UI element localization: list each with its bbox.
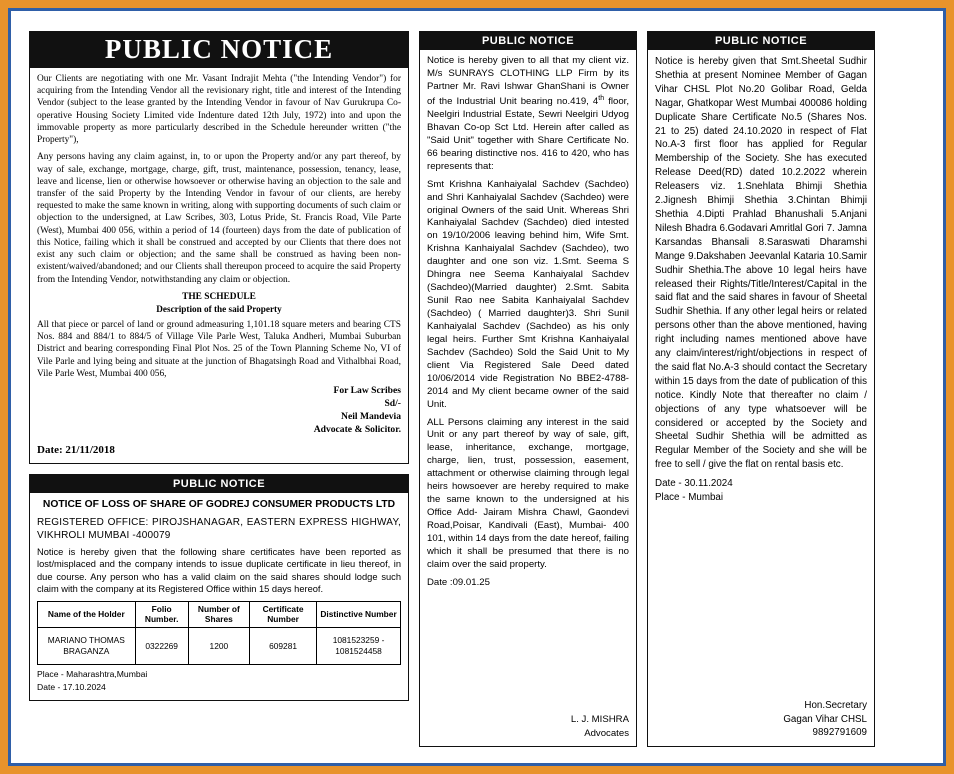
vasant-paragraph-2: Any persons having any claim against, in, to or upon the Property and/or any part thereof, by way of sale, exchange, mortgage, charge, gift, trust, maintenance, possession, tenancy, lease, leave and license, lien or otherwise howsoever or otherwise having an objection to the sale and transfer of the said Property by the Intending Vendor in favour of our clients, are hereby requested to make the same known in writing, along with supporting documents of such claim or objection to the undersigned, at Law Scribes, 303, Lotus Pride, St. Francis Road, Vile Parte (West), Mumbai 400 056, within a period of 14 (fourteen) days from the date of publication of this Notice, failing which it shall be construed and accepted by our Clients that there does not exist any such claim or objection; and the same shall be construed as having been non-existent/waived/abandoned; and our Clients shall thereupon proceed to acquire the said Property from the Intending Vendor, notwithstanding any claim or objection.	[37, 152, 401, 285]
sunrays-p1-sup: th	[598, 94, 605, 102]
notice-gagan-vihar-chsl	[647, 31, 875, 747]
notice-vasant-mehta	[29, 31, 409, 464]
td-distinctive-number: 1081523259 - 1081524458	[317, 628, 401, 665]
vasant-schedule-subtitle: Description of the said Property	[156, 303, 282, 314]
column-left	[29, 31, 409, 747]
sunrays-paragraph-1	[427, 55, 629, 174]
notice-gaganvihar-body	[648, 50, 874, 746]
column-right	[647, 31, 875, 747]
sunrays-date: Date :09.01.25	[427, 576, 490, 588]
gaganvihar-paragraph-1: Notice is hereby given that Smt.Sheetal Sudhir Shethia at present Nominee Member of Gagan Vihar CHSL Plot No.20 Golibar Road, Gelda Nagar, Ghatkopar West Mumbai 400086 holding Duplicate Share Certificate No.5 (Shares Nos. 21 to 25) dated 24.10.2020 in respect of Flat No.A-3 first floor has applied for Regular Membership of the Society. She has executed Release Deed(RD) dated 10.2.2022 wherein Releasers viz. 1.Snehlata Bhimji Shethia 2.Jignesh Bhimji Shethia 3.Chintan Bhimji Shethia 4.Dipti Prahlad Bhanushali 5.Anjani Nilesh Bhadra 6.Godavari Amritlal Gori 7. Jamna Karsandas Bhansali 8.Saraswati Dharamshi Mange 9.Dakshaben Jeevanlal Kataria 10.Samir Sudhir Shethia.The above 10 legal heirs have released their Rights/Title/Interest/Capital in the said flat and the said shares in favour of Sheetal Sudhir Shethia. If any other legal heirs or related persons other than the above mentioned, having right including names mentioned above have any claim/interest/right/objections in respect of the said flat No.A-3 should contact the Secretary within 15 days from the date of publication of this notice. Kindly Note that thereafter no claim / objections of any type whatsoever will be considered or accepted by the Society and Sheetal Sudhir Shethia will be admitted as Regular Member of the Society and she will be free to sell / give the flat on rental basis etc.	[655, 56, 867, 471]
th-distinctive-number: Distinctive Number	[317, 602, 401, 628]
th-folio-number: Folio Number.	[135, 602, 188, 628]
notice-header-vasant: PUBLIC NOTICE	[30, 32, 408, 68]
sunrays-sign-name: L. J. MISHRA	[570, 714, 629, 726]
gaganvihar-signature-block	[655, 699, 867, 740]
notice-header-gaganvihar: PUBLIC NOTICE	[648, 32, 874, 50]
sunrays-signature-block	[427, 713, 629, 740]
table-row	[38, 628, 401, 665]
godrej-place: Place - Maharashtra,Mumbai	[37, 669, 148, 680]
notice-sunrays-body	[420, 50, 636, 746]
vasant-date: Date: 21/11/2018	[37, 443, 115, 456]
godrej-body-text: Notice is hereby given that the following share certificates have been reported as lost/misplaced and the company intends to issue duplicate certificate in lieu thereof, in due course. Any person who has a valid claim on the said shares should lodge such claim with the company at its Registered Office within 15 days hereof.	[37, 546, 401, 594]
sunrays-p1-a: Notice is hereby given to all that my client viz. M/s SUNRAYS CLOTHING LLP Firm by its Partner Mr. Ravi Ishwar GhanShani is Owner of the Industrial Unit bearing no.419, 4	[427, 55, 629, 107]
vasant-sign-firm: For Law Scribes	[333, 384, 401, 396]
gaganvihar-spacer	[655, 505, 867, 693]
notice-header-godrej: PUBLIC NOTICE	[30, 475, 408, 493]
table-header-row	[38, 602, 401, 628]
vasant-sign-name: Neil Mandevia	[341, 410, 401, 422]
sunrays-spacer	[427, 590, 629, 707]
sunrays-p1-b: floor, Neelgiri Industrial Estate, Sewri Neelgiri Udyog Bhavan Co-op Sct Ltd. Herein after called as "Said Unit" together with Share Certificate No. 66 bearing distinctive nos. 416 to 420, who has represents that:	[427, 96, 630, 172]
sunrays-paragraph-2: Smt Krishna Kanhaiyalal Sachdev (Sachdeo) and Shri Kanhaiyalal Sachdev (Sachdeo) were original Owners of the said Unit. Whereas Shri Kanhaiyalal Sachdev (Sachdeo) died intested on 19/10/2006 leaving behind him, Wife Smt. Krishna Kanhaiyalal Sachdev (Sachdeo), two daughter and one son viz. 1.Smt. Seema S Dhingra nee Seema Kanhaiyalal Sachdev (Sachdeo)(Married daughter) 2.Smt. Sabita Sunil Rao nee Sabita Kanhaiyalal Sachdev (Sachdeo) ( Married daughter)3. Shri Sunil Kanhaiyalal Sachdev (Sachdeo) as his only legal heirs. Further Smt Krishna Kanhaiyalal Sachdev (Sachdeo) Sold the Said Unit to My client Via Registered Sale Deed dated 10/06/2014 vide Registration No BBE2-4788-2014 and My client became owner of the said Unit.	[427, 178, 629, 410]
td-holder-name: MARIANO THOMAS BRAGANZA	[38, 628, 136, 665]
vasant-schedule-title: THE SCHEDULE	[182, 291, 256, 302]
gaganvihar-sign-phone: 9892791609	[812, 727, 867, 739]
vasant-sign-designation: Advocate & Solicitor.	[313, 423, 401, 435]
td-certificate-number: 609281	[250, 628, 317, 665]
page-border	[8, 8, 946, 766]
notice-header-sunrays: PUBLIC NOTICE	[420, 32, 636, 50]
notice-vasant-body	[30, 68, 408, 463]
vasant-sign-sd: Sd/-	[384, 397, 401, 409]
gaganvihar-place: Place - Mumbai	[655, 492, 724, 504]
td-folio-number: 0322269	[135, 628, 188, 665]
godrej-registered-office: REGISTERED OFFICE: PIROJSHANAGAR, EASTERN EXPRESS HIGHWAY, VIKHROLI MUMBAI -400079	[37, 516, 401, 541]
gaganvihar-date: Date - 30.11.2024	[655, 478, 733, 490]
gaganvihar-sign-designation: Hon.Secretary	[804, 699, 867, 711]
godrej-date: Date - 17.10.2024	[37, 682, 106, 693]
td-number-of-shares: 1200	[188, 628, 249, 665]
column-middle	[419, 31, 637, 747]
th-holder-name: Name of the Holder	[38, 602, 136, 628]
newspaper-page	[17, 17, 937, 757]
sunrays-paragraph-3: ALL Persons claiming any interest in the said Unit or any part thereof by way of sale, gift, lease, inheritance, exchange, mortgage, charge, lien, trust, possession, easement, attachment or otherwise claiming through legal heirs howsoever are hereby required to make the same known to the undersigned at his Office Add- Jairam Mishra Chawl, Gaondevi Road,Poisar, Kandivali (East), Mumbai- 400 101, within 14 days from the date hereof, failing which it shall be presumed that there is no claim over the said property.	[427, 416, 629, 570]
sunrays-sign-designation: Advocates	[584, 727, 629, 739]
vasant-signature-block	[37, 385, 401, 437]
th-certificate-number: Certificate Number	[250, 602, 317, 628]
notice-godrej-share-loss	[29, 474, 409, 701]
vasant-paragraph-1: Our Clients are negotiating with one Mr. Vasant Indrajit Mehta ("the Intending Vendor") for acquiring from the Intending Vendor all the revisionary right, title and interest of the Intending Vendor (subject to the lease granted by the Intending Vendor in favour of Nav Gurukrupa Co-operative Housing Society Limited vide Indenture dated 12th July, 1972) into and upon the immovable property as more particularly described in the Schedule hereunder written ("the Property"),	[37, 74, 401, 146]
th-number-of-shares: Number of Shares	[188, 602, 249, 628]
godrej-share-table	[37, 601, 401, 665]
notice-sunrays-clothing	[419, 31, 637, 747]
godrej-footer	[37, 668, 401, 694]
gaganvihar-sign-society: Gagan Vihar CHSL	[783, 713, 867, 725]
notice-godrej-body	[30, 493, 408, 700]
godrej-title: NOTICE OF LOSS OF SHARE OF GODREJ CONSUMER PRODUCTS LTD	[42, 499, 396, 511]
vasant-schedule-text: All that piece or parcel of land or ground admeasuring 1,101.18 square meters and bearing CTS Nos. 884 and 884/1 to 884/5 of Village Vile Parle West, Taluka Andheri, Mumbai Suburban District and bearing corresponding Final Plot Nos. 25 of the Town Planning Scheme No, VI of Vile Parle and lying being and situate at the junction of Bhagatsingh Road and Vithalbhai Road, Vile Parle West, Mumbai 400 056,	[37, 319, 401, 379]
